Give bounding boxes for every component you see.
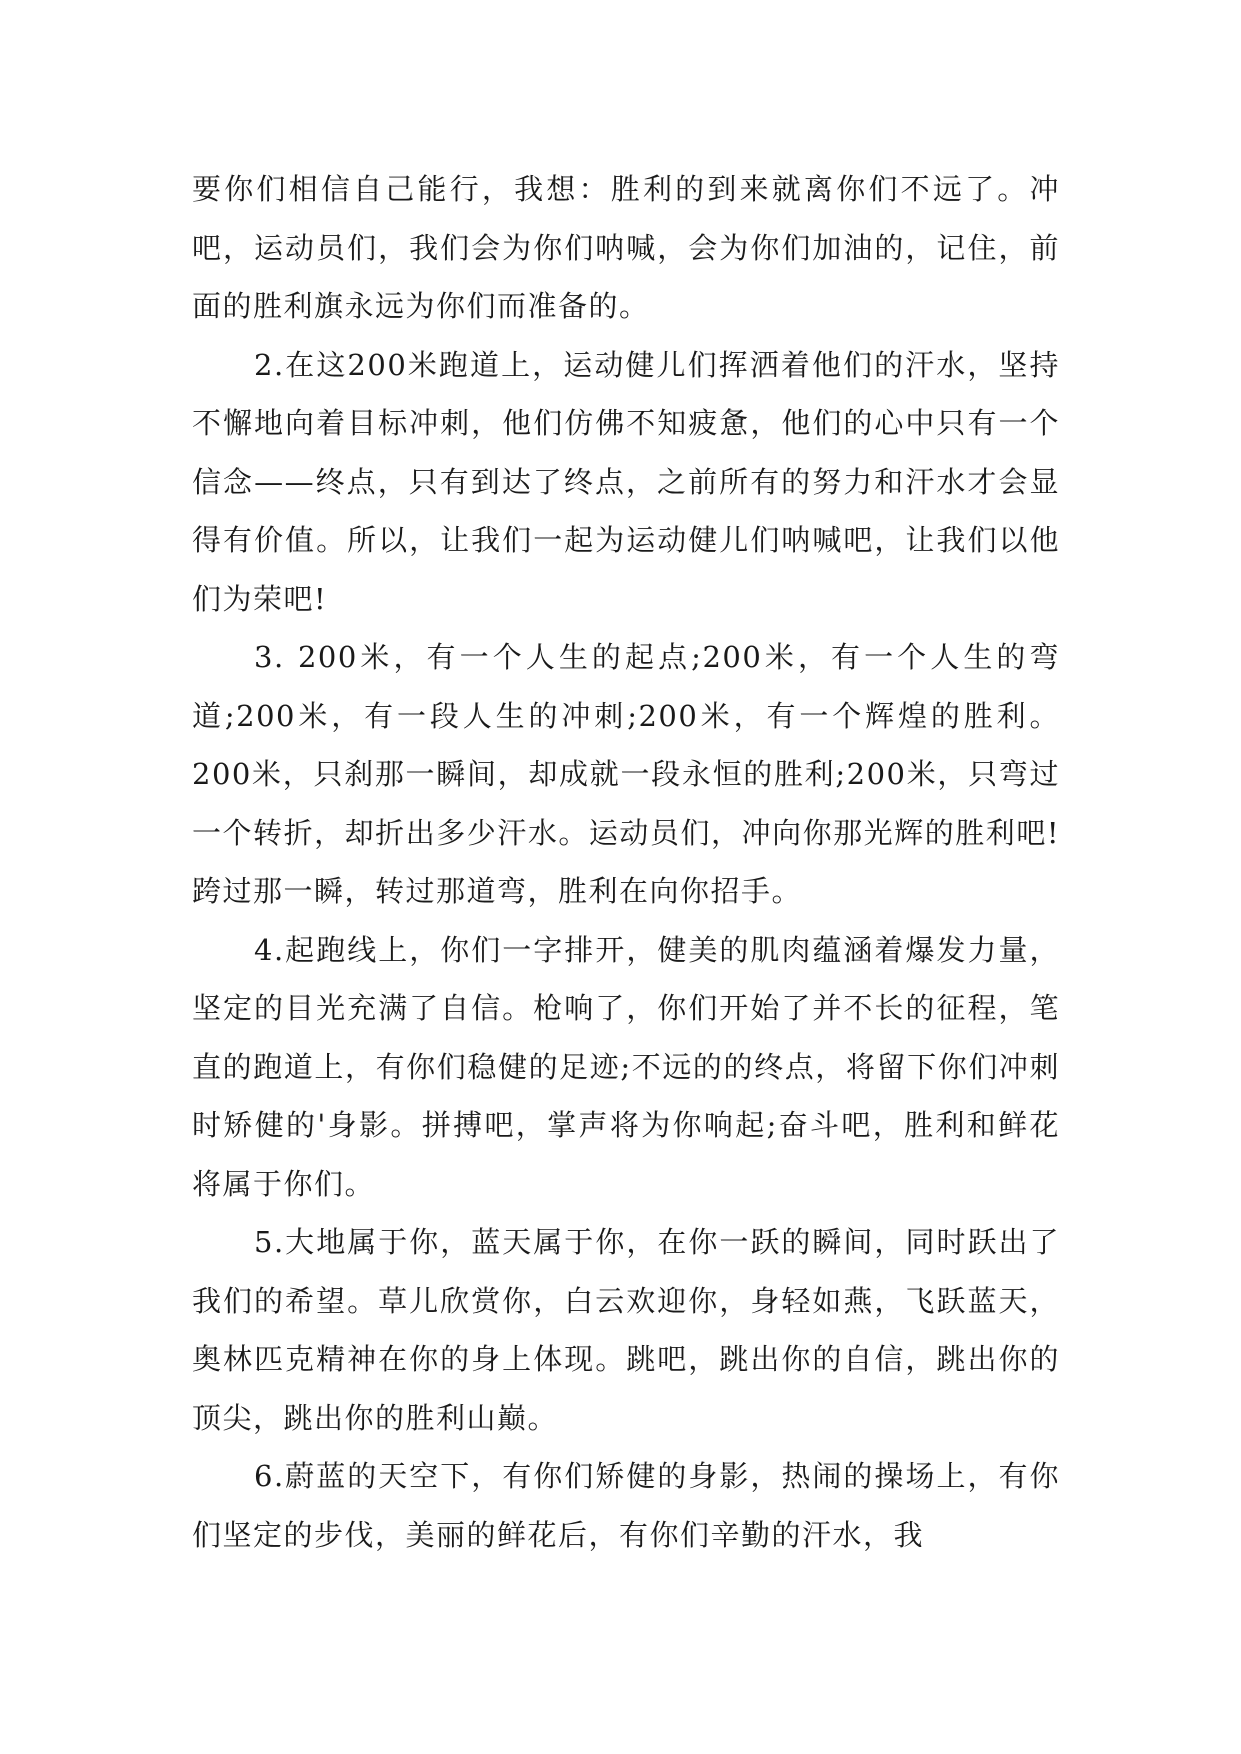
paragraph-item-2: 2.在这200米跑道上，运动健儿们挥洒着他们的汗水，坚持不懈地向着目标冲刺，他们仿佛不知疲惫，他们的心中只有一个信念——终点，只有到达了终点，之前所有的努力和汗水才会显得有价值。所以，让我们一起为运动健儿们呐喊吧，让我们以他们为荣吧! <box>192 347 1060 616</box>
paragraph-item-4: 4.起跑线上，你们一字排开，健美的肌肉蕴涵着爆发力量，坚定的目光充满了自信。枪响了，你们开始了并不长的征程，笔直的跑道上，有你们稳健的足迹;不远的的终点，将留下你们冲刺时矫健的'身影。拼搏吧，掌声将为你响起;奋斗吧，胜利和鲜花将属于你们。 <box>192 932 1060 1201</box>
paragraph-item-6: 6.蔚蓝的天空下，有你们矫健的身影，热闹的操场上，有你们坚定的步伐，美丽的鲜花后，有你们辛勤的汗水，我 <box>192 1459 1060 1552</box>
paragraph-item-5: 5.大地属于你，蓝天属于你，在你一跃的瞬间，同时跃出了我们的希望。草儿欣赏你，白云欢迎你，身轻如燕，飞跃蓝天，奥林匹克精神在你的身上体现。跳吧，跳出你的自信，跳出你的顶尖，跳出你的胜利山巅。 <box>192 1225 1060 1435</box>
paragraph-continuation: 要你们相信自己能行，我想：胜利的到来就离你们不远了。冲吧，运动员们，我们会为你们呐喊，会为你们加油的，记住，前面的胜利旗永远为你们而准备的。 <box>192 172 1060 323</box>
document-body <box>192 160 1060 1564</box>
paragraph-item-3: 3. 200米，有一个人生的起点;200米，有一个人生的弯道;200米，有一段人生的冲刺;200米，有一个辉煌的胜利。200米，只刹那一瞬间，却成就一段永恒的胜利;200米，只弯过一个转折，却折出多少汗水。运动员们，冲向你那光辉的胜利吧!跨过那一瞬，转过那道弯，胜利在向你招手。 <box>192 640 1060 908</box>
